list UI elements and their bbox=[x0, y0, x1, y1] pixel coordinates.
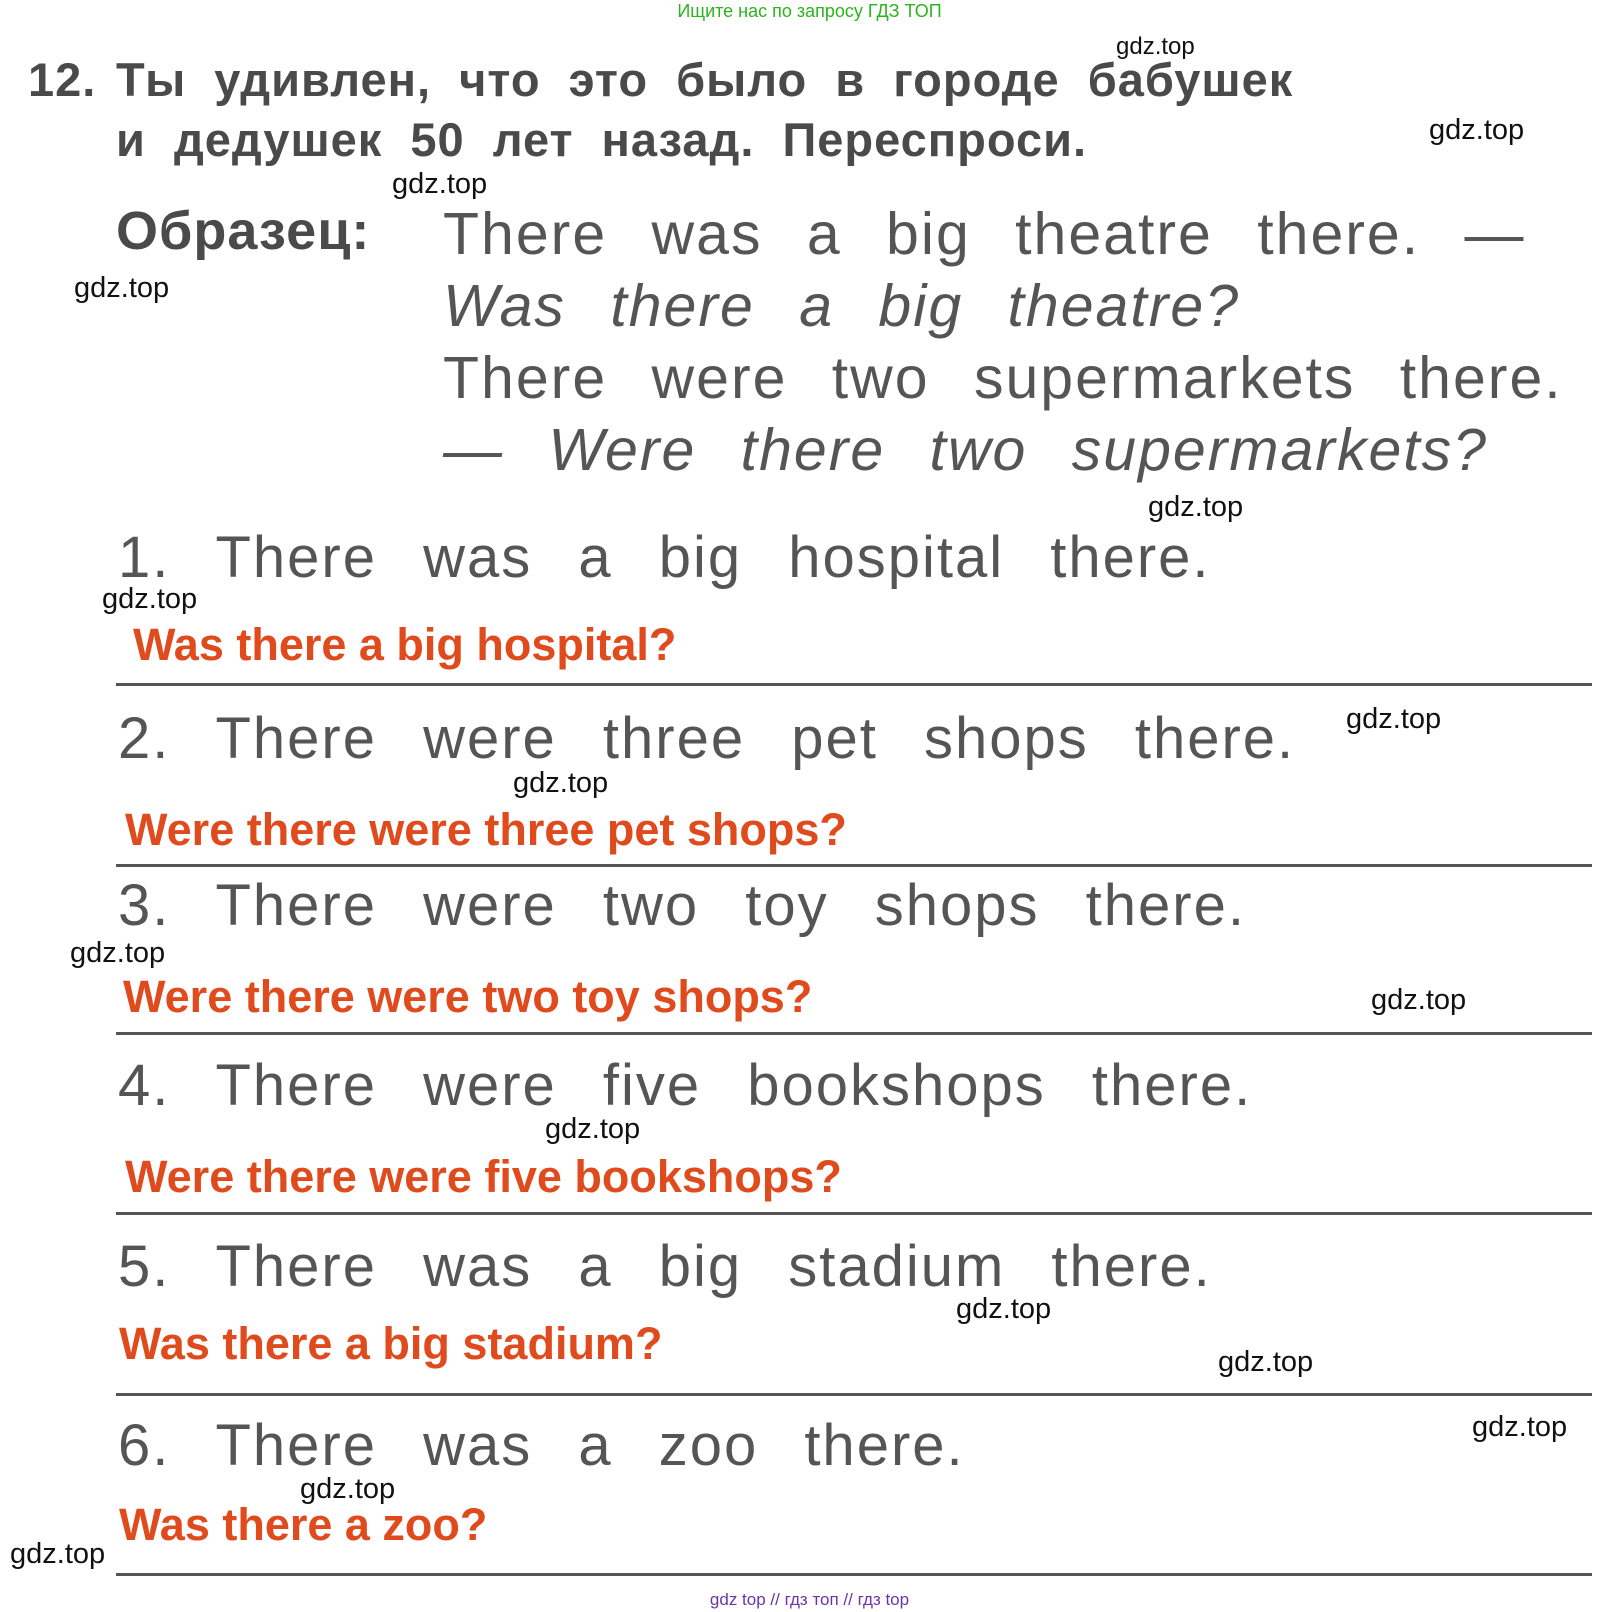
exercise-item-1: 1. There was a big hospital there. bbox=[118, 525, 1211, 590]
exercise-item-6: 6. There was a zoo there. bbox=[118, 1413, 965, 1478]
answer-5: Was there a big stadium? bbox=[119, 1318, 663, 1369]
watermark: gdz.top bbox=[513, 767, 609, 799]
watermark: gdz.top bbox=[1472, 1411, 1568, 1443]
watermark: gdz.top bbox=[70, 937, 166, 969]
sample-question-2: — Were there two supermarkets? bbox=[443, 417, 1488, 483]
watermark: gdz.top bbox=[74, 272, 170, 304]
watermark: gdz.top bbox=[956, 1293, 1052, 1325]
answer-1: Was there a big hospital? bbox=[133, 619, 677, 670]
exercise-item-5: 5. There was a big stadium there. bbox=[118, 1234, 1212, 1299]
sample-question-1: Was there a big theatre? bbox=[443, 273, 1241, 339]
answer-line-6 bbox=[116, 1573, 1592, 1576]
task-number: 12. bbox=[28, 53, 97, 106]
answer-2: Were there were three pet shops? bbox=[125, 804, 847, 855]
task-instruction-line-1: Ты удивлен, что это было в городе бабушек bbox=[116, 53, 1294, 106]
header-search-hint[interactable]: Ищите нас по запросу ГДЗ ТОП bbox=[677, 1, 942, 21]
exercise-item-2: 2. There were three pet shops there. bbox=[118, 706, 1296, 771]
footer-link[interactable]: gdz top // гдз топ // гдз top bbox=[709, 1590, 910, 1609]
watermark: gdz.top bbox=[1148, 491, 1244, 523]
answer-3: Were there were two toy shops? bbox=[123, 971, 813, 1022]
answer-line-2 bbox=[116, 864, 1592, 867]
sample-statement-1: There was a big theatre there. — bbox=[443, 201, 1526, 267]
watermark: gdz.top bbox=[1371, 984, 1467, 1016]
exercise-item-4: 4. There were five bookshops there. bbox=[118, 1053, 1253, 1118]
sample-label: Образец: bbox=[116, 201, 371, 261]
answer-line-5 bbox=[116, 1393, 1592, 1396]
watermark: gdz.top bbox=[300, 1473, 396, 1505]
answer-line-3 bbox=[116, 1032, 1592, 1035]
watermark: gdz.top bbox=[1218, 1346, 1314, 1378]
watermark: gdz.top bbox=[1116, 33, 1195, 60]
watermark: gdz.top bbox=[1429, 114, 1525, 146]
watermark: gdz.top bbox=[545, 1113, 641, 1145]
sample-statement-2: There were two supermarkets there. bbox=[443, 345, 1563, 411]
watermark: gdz.top bbox=[10, 1538, 106, 1570]
answer-line-1 bbox=[116, 683, 1592, 686]
watermark: gdz.top bbox=[102, 583, 198, 615]
answer-line-4 bbox=[116, 1212, 1592, 1215]
watermark: gdz.top bbox=[1346, 703, 1442, 735]
task-instruction-line-2: и дедушек 50 лет назад. Переспроси. bbox=[116, 113, 1088, 166]
answer-4: Were there were five bookshops? bbox=[125, 1151, 842, 1202]
watermark: gdz.top bbox=[392, 168, 488, 200]
exercise-item-3: 3. There were two toy shops there. bbox=[118, 873, 1246, 938]
answer-6: Was there a zoo? bbox=[119, 1499, 488, 1550]
